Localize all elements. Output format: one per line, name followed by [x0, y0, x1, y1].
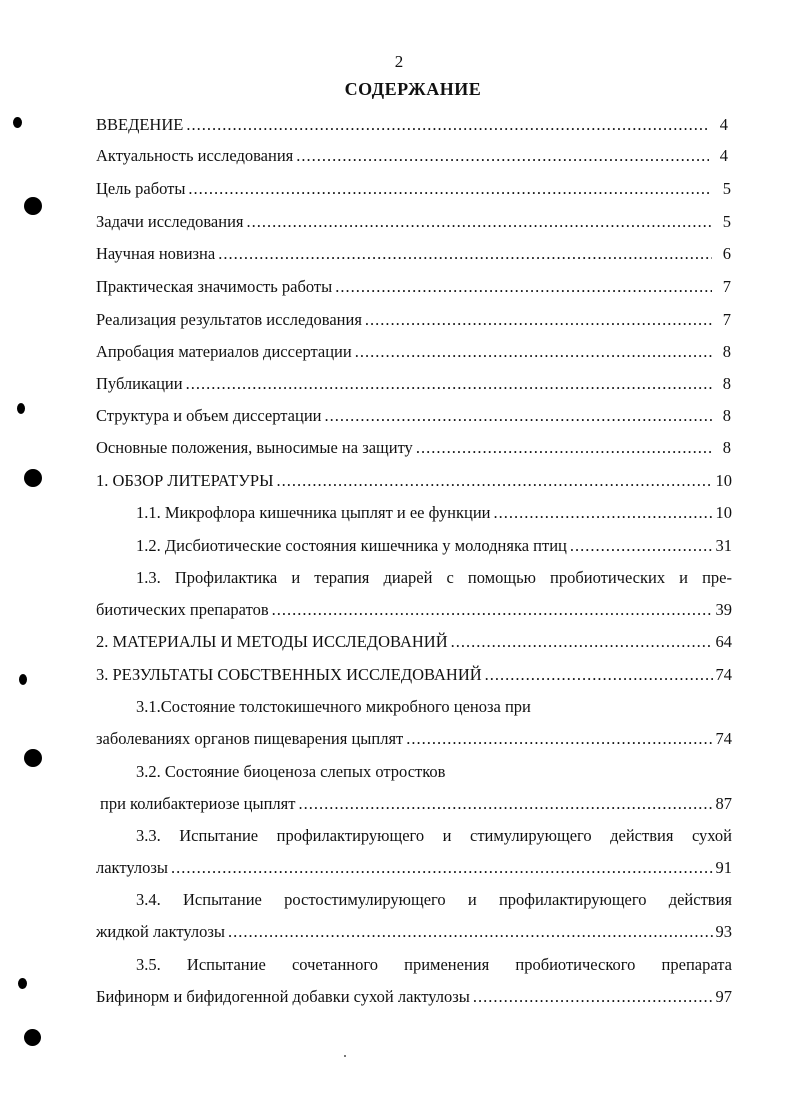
toc-entry-text: Реализация результатов исследования — [96, 310, 362, 329]
toc-entry-text: Цель работы — [96, 179, 186, 198]
toc-entry-page: 7 — [722, 277, 731, 296]
toc-entry-tasks[interactable] — [96, 211, 731, 233]
toc-entry-text: лактулозы — [96, 858, 168, 877]
toc-entry-implementation[interactable] — [96, 309, 731, 331]
toc-entry-page: 8 — [722, 342, 731, 361]
binder-hole-dot — [18, 978, 27, 989]
toc-entry-text: Бифинорм и бифидогенной добавки сухой лактулозы — [96, 987, 470, 1006]
toc-entry-text: 2. МАТЕРИАЛЫ И МЕТОДЫ ИССЛЕДОВАНИЙ — [96, 632, 448, 651]
toc-entry-section-3-2[interactable] — [100, 793, 732, 815]
toc-entry-text: 1.1. Микрофлора кишечника цыплят и ее функции — [136, 503, 491, 522]
toc-entry-page: 91 — [715, 858, 732, 877]
binder-hole — [24, 749, 42, 767]
toc-entry-text: Основные положения, выносимые на защиту — [96, 438, 413, 457]
toc-entry-text: Научная новизна — [96, 244, 216, 263]
toc-entry-novelty[interactable] — [96, 243, 731, 265]
toc-entry-page: 8 — [722, 438, 731, 457]
toc-entry-page: 93 — [715, 922, 732, 941]
toc-entry-page: 10 — [715, 503, 732, 522]
toc-entry-section-1-1[interactable] — [136, 502, 732, 524]
page-title: СОДЕРЖАНИЕ — [344, 79, 482, 99]
toc-entry-page: 64 — [715, 632, 732, 651]
toc-entry-text: Апробация материалов диссертации — [96, 342, 352, 361]
toc-entry-main-provisions[interactable] — [96, 437, 731, 459]
binder-hole — [24, 1029, 41, 1046]
toc-entry-chapter-2[interactable] — [96, 631, 732, 653]
toc-entry-text: 1.2. Дисбиотические состояния кишечника у молодняка птиц — [136, 536, 567, 555]
toc-entry-page: 87 — [715, 794, 732, 813]
binder-hole-dot — [17, 403, 25, 414]
toc-entry-page: 5 — [722, 212, 731, 231]
binder-hole — [24, 469, 42, 487]
toc-entry-text: Практическая значимость работы — [96, 277, 333, 296]
toc-entry-publications[interactable] — [96, 373, 731, 395]
toc-entry-chapter-3[interactable] — [96, 664, 732, 686]
toc-entry-page: 31 — [715, 536, 732, 555]
page-number: 2 — [394, 52, 404, 71]
toc-entry-page: 7 — [722, 310, 731, 329]
toc-entry-text: жидкой лактулозы — [96, 922, 225, 941]
toc-entry-section-3-1[interactable] — [96, 728, 732, 750]
binder-hole-dot — [19, 674, 27, 685]
toc-entry-section-1-2[interactable] — [136, 535, 732, 557]
toc-entry-section-3-2-line1: 3.2. Состояние биоценоза слепых отростков — [136, 762, 446, 781]
binder-hole-dot — [13, 117, 22, 128]
toc-entry-relevance[interactable] — [96, 145, 728, 167]
toc-entry-page: 4 — [719, 146, 728, 165]
toc-entry-section-3-1-line1: 3.1.Состояние толстокишечного микробного ценоза при — [136, 697, 531, 716]
binder-hole — [24, 197, 42, 215]
toc-entry-page: 5 — [722, 179, 731, 198]
toc-entry-page: 74 — [715, 729, 732, 748]
toc-entry-structure[interactable] — [96, 405, 731, 427]
toc-entry-page: 4 — [719, 115, 728, 134]
toc-entry-section-1-3[interactable] — [96, 599, 732, 621]
toc-entry-section-1-3-line1: 1.3. Профилактика и терапия диарей с помощью пробиотических и пре- — [136, 568, 732, 587]
toc-entry-text: Публикации — [96, 374, 183, 393]
toc-entry-section-3-5[interactable] — [96, 986, 732, 1008]
toc-entry-text: Актуальность исследования — [96, 146, 294, 165]
toc-entry-section-3-5-line1: 3.5. Испытание сочетанного применения пробиотического препарата — [136, 955, 732, 974]
toc-entry-introduction[interactable] — [96, 114, 728, 136]
toc-entry-text: биотических препаратов — [96, 600, 269, 619]
toc-entry-text: при колибактериозе цыплят — [100, 794, 296, 813]
toc-entry-section-3-4-line1: 3.4. Испытание ростостимулирующего и профилактирующего действия — [136, 890, 732, 909]
toc-entry-page: 74 — [715, 665, 732, 684]
toc-entry-text: 3. РЕЗУЛЬТАТЫ СОБСТВЕННЫХ ИССЛЕДОВАНИЙ — [96, 665, 482, 684]
toc-entry-page: 6 — [722, 244, 731, 263]
toc-entry-text: заболеваниях органов пищеварения цыплят — [96, 729, 404, 748]
toc-entry-page: 8 — [722, 406, 731, 425]
toc-entry-page: 39 — [715, 600, 732, 619]
toc-entry-page: 97 — [715, 987, 732, 1006]
toc-entry-text: 1. ОБЗОР ЛИТЕРАТУРЫ — [96, 471, 274, 490]
toc-entry-section-3-4[interactable] — [96, 921, 732, 943]
scan-speck — [344, 1055, 346, 1057]
toc-entry-page: 8 — [722, 374, 731, 393]
toc-entry-chapter-1[interactable] — [96, 470, 732, 492]
toc-entry-text: Структура и объем диссертации — [96, 406, 322, 425]
toc-entry-section-3-3[interactable] — [96, 857, 732, 879]
toc-entry-approbation[interactable] — [96, 341, 731, 363]
toc-entry-significance[interactable] — [96, 276, 731, 298]
toc-entry-text: ВВЕДЕНИЕ — [96, 115, 184, 134]
toc-entry-text: Задачи исследования — [96, 212, 244, 231]
toc-entry-goal[interactable] — [96, 178, 731, 200]
toc-entry-page: 10 — [715, 471, 732, 490]
toc-entry-section-3-3-line1: 3.3. Испытание профилактирующего и стимулирующего действия сухой — [136, 826, 732, 845]
